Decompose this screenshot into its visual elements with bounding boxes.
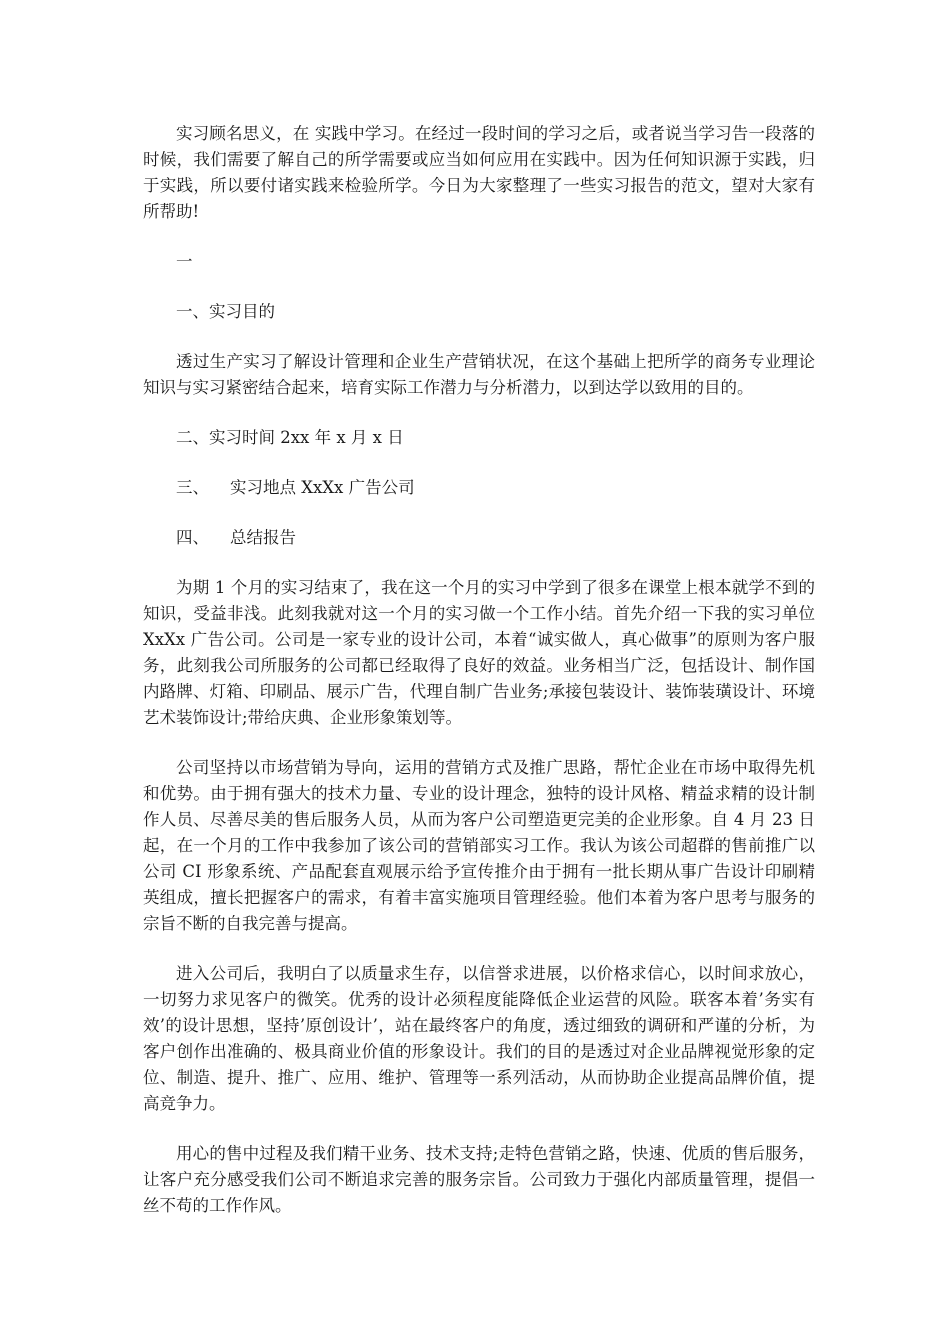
purpose-heading: 一、实习目的 — [176, 302, 275, 321]
summary-heading: 四、 总结报告 — [176, 528, 296, 547]
document-body — [143, 121, 815, 1243]
purpose-paragraph: 透过生产实习了解设计管理和企业生产营销状况，在这个基础上把所学的商务专业理论知识与实习紧密结合起来，培育实际工作潜力与分析潜力，以到达学以致用的目的。 — [143, 352, 815, 397]
body-paragraph: 用心的售中过程及我们精干业务、技术支持;走特色营销之路，快速、优质的售后服务，让客户充分感受我们公司不断追求完善的服务宗旨。公司致力于强化内部质量管理，提倡一丝不苟的工作作风。 — [143, 1144, 815, 1215]
place-heading: 三、 实习地点 XxXx 广告公司 — [176, 478, 415, 497]
body-paragraph: 为期 1 个月的实习结束了，我在这一个月的实习中学到了很多在课堂上根本就学不到的知识，受益非浅。此刻我就对这一个月的实习做一个工作小结。首先介绍一下我的实习单位 XxXx 广告公司。公司是一家专业的设计公司，本着“诚实做人，真心做事”的原则为客户服务，此刻我公司所服务的公司都已经取得了良好的效益。业务相当广泛，包括设计、制作国内路牌、灯箱、印刷品、展示广告，代理自制广告业务;承接包装设计、装饰装璜设计、环境艺术装饰设计;带给庆典、企业形象策划等。 — [143, 578, 815, 727]
body-paragraph: 公司坚持以市场营销为导向，运用的营销方式及推广思路，帮忙企业在市场中取得先机和优势。由于拥有强大的技术力量、专业的设计理念，独特的设计风格、精益求精的设计制作人员、尽善尽美的售后服务人员，从而为客户公司塑造更完美的企业形象。自 4 月 23 日起，在一个月的工作中我参加了该公司的营销部实习工作。我认为该公司超群的售前推广以公司 CI 形象系统、产品配套直观展示给予宣传推介由于拥有一批长期从事广告设计印刷精英组成，擅长把握客户的需求，有着丰富实施项目管理经验。他们本着为客户思考与服务的宗旨不断的自我完善与提高。 — [143, 758, 815, 933]
time-heading: 二、实习时间 2xx 年 x 月 x 日 — [176, 428, 404, 447]
intro-paragraph: 实习顾名思义，在 实践中学习。在经过一段时间的学习之后，或者说当学习告一段落的时候，我们需要了解自己的所学需要或应当如何应用在实践中。因为任何知识源于实践，归于实践，所以要付诸实践来检验所学。今日为大家整理了一些实习报告的范文，望对大家有所帮助! — [143, 124, 815, 221]
section-mark: 一 — [176, 252, 193, 271]
body-paragraph: 进入公司后，我明白了以质量求生存，以信誉求进展，以价格求信心，以时间求放心，一切努力求见客户的微笑。优秀的设计必须程度能降低企业运营的风险。联客本着’务实有效’的设计思想，坚持’原创设计’，站在最终客户的角度，透过细致的调研和严谨的分析，为客户创作出准确的、极具商业价值的形象设计。我们的目的是透过对企业品牌视觉形象的定位、制造、提升、推广、应用、维护、管理等一系列活动，从而协助企业提高品牌价值，提高竞争力。 — [143, 964, 815, 1113]
